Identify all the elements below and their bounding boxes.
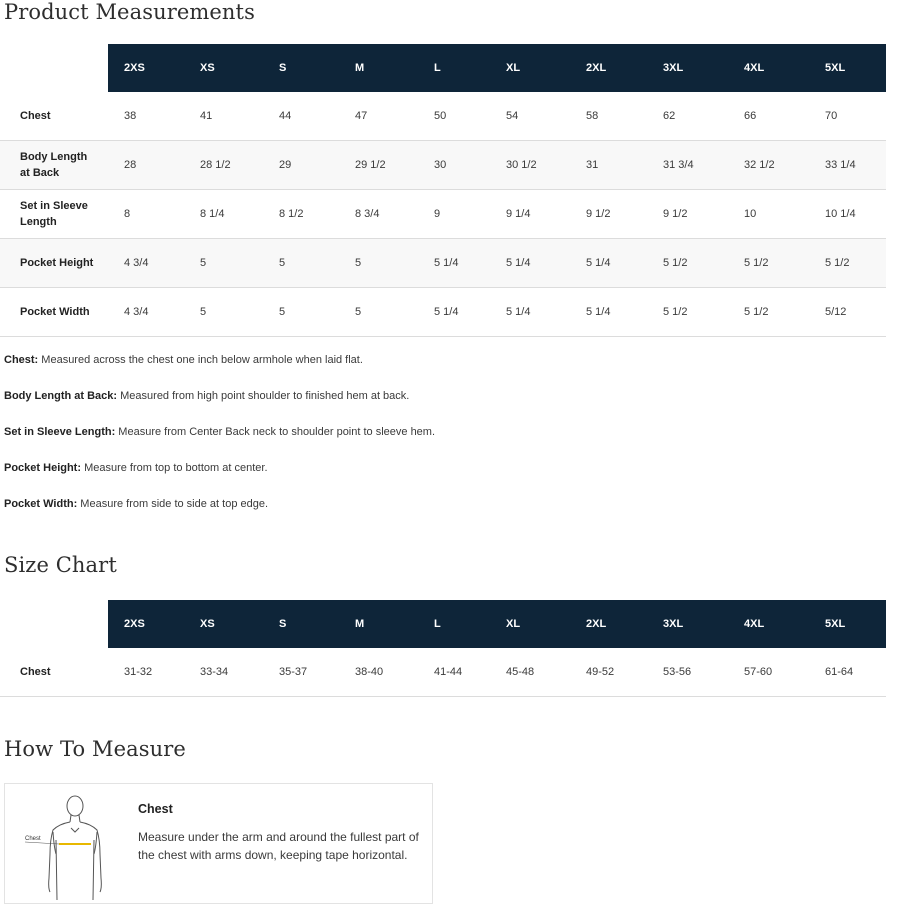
note-term: Pocket Width: [4, 498, 78, 510]
note-text: Measure from top to bottom at center. [81, 462, 268, 474]
table-cell: 8 3/4 [339, 190, 418, 239]
table-cell: 32 1/2 [728, 141, 809, 190]
table-cell: 29 1/2 [339, 141, 418, 190]
table-cell: 5 1/4 [490, 288, 570, 337]
table-cell: 5 1/4 [490, 239, 570, 288]
size-header: 2XS [108, 44, 184, 92]
size-header: L [418, 44, 490, 92]
table-cell: 4 3/4 [108, 288, 184, 337]
table-cell: 5 [339, 288, 418, 337]
table-cell: 4 3/4 [108, 239, 184, 288]
table-cell: 5 1/4 [418, 288, 490, 337]
table-cell: 70 [809, 92, 886, 141]
row-label: Chest [0, 92, 108, 141]
table-cell: 38-40 [339, 648, 418, 697]
table-cell: 30 1/2 [490, 141, 570, 190]
table-cell: 47 [339, 92, 418, 141]
table-cell: 5 1/2 [809, 239, 886, 288]
row-label: Pocket Height [0, 239, 108, 288]
table-cell: 5 1/2 [647, 288, 728, 337]
table-cell: 66 [728, 92, 809, 141]
size-header: L [418, 600, 490, 648]
size-header: 2XL [570, 600, 647, 648]
note-text: Measured from high point shoulder to finished hem at back. [117, 390, 410, 402]
size-header: 5XL [809, 600, 886, 648]
measure-heading: Chest [138, 802, 173, 816]
table-cell: 10 1/4 [809, 190, 886, 239]
size-header: XL [490, 44, 570, 92]
row-label: Pocket Width [0, 288, 108, 337]
table-cell: 5 [339, 239, 418, 288]
header-corner [0, 44, 108, 92]
table-row [0, 239, 886, 288]
table-cell: 9 1/2 [647, 190, 728, 239]
table-cell: 8 1/4 [184, 190, 263, 239]
size-header: XS [184, 600, 263, 648]
measure-description: Measure under the arm and around the fullest part of the chest with arms down, keeping tape horizontal. [138, 830, 419, 862]
table-row [0, 648, 886, 697]
size-header: M [339, 600, 418, 648]
note-text: Measure from Center Back neck to shoulder point to sleeve hem. [115, 426, 436, 438]
table-cell: 33-34 [184, 648, 263, 697]
table-cell: 45-48 [490, 648, 570, 697]
table-cell: 10 [728, 190, 809, 239]
table-cell: 50 [418, 92, 490, 141]
measurement-notes [4, 352, 884, 532]
size-header: M [339, 44, 418, 92]
table-cell: 58 [570, 92, 647, 141]
table-cell: 62 [647, 92, 728, 141]
table-cell: 49-52 [570, 648, 647, 697]
size-header: 2XS [108, 600, 184, 648]
table-cell: 9 1/2 [570, 190, 647, 239]
table-cell: 28 1/2 [184, 141, 263, 190]
table-cell: 31 [570, 141, 647, 190]
how-to-measure-title: How To Measure [4, 737, 186, 761]
product-measurements-title: Product Measurements [4, 0, 255, 24]
table-cell: 28 [108, 141, 184, 190]
table-cell: 54 [490, 92, 570, 141]
measurement-note [4, 388, 884, 424]
table-cell: 5 1/4 [418, 239, 490, 288]
table-cell: 9 [418, 190, 490, 239]
measurement-note [4, 496, 884, 532]
row-label: Set in Sleeve Length [0, 190, 108, 239]
measurement-note [4, 460, 884, 496]
note-term: Pocket Height: [4, 462, 82, 474]
table-cell: 5 1/4 [570, 239, 647, 288]
table-cell: 5 1/2 [728, 239, 809, 288]
measurement-note [4, 424, 884, 460]
table-cell: 57-60 [728, 648, 809, 697]
table-cell: 31 3/4 [647, 141, 728, 190]
table-cell: 44 [263, 92, 339, 141]
note-term: Set in Sleeve Length: [4, 426, 116, 438]
size-header: XS [184, 44, 263, 92]
table-row [0, 190, 886, 239]
table-cell: 5 [184, 288, 263, 337]
table-cell: 9 1/4 [490, 190, 570, 239]
how-to-measure-card [4, 783, 433, 904]
table-row [0, 288, 886, 337]
table-cell: 41-44 [418, 648, 490, 697]
size-header: S [263, 600, 339, 648]
size-header: 3XL [647, 44, 728, 92]
size-header: S [263, 44, 339, 92]
table-cell: 5/12 [809, 288, 886, 337]
table-cell: 5 [263, 239, 339, 288]
size-header: 5XL [809, 44, 886, 92]
table-cell: 61-64 [809, 648, 886, 697]
table-cell: 31-32 [108, 648, 184, 697]
table-cell: 5 1/2 [647, 239, 728, 288]
row-label: Chest [0, 648, 108, 697]
product-measurements-table [0, 44, 886, 337]
table-cell: 5 1/4 [570, 288, 647, 337]
table-cell: 38 [108, 92, 184, 141]
note-text: Measure from side to side at top edge. [77, 498, 269, 510]
size-chart-table [0, 600, 886, 697]
size-chart-title: Size Chart [4, 553, 117, 577]
size-header: 2XL [570, 44, 647, 92]
figure-chest-label: Chest [25, 836, 41, 842]
size-header: 3XL [647, 600, 728, 648]
size-header: XL [490, 600, 570, 648]
size-header: 4XL [728, 600, 809, 648]
note-text: Measured across the chest one inch below armhole when laid flat. [38, 354, 363, 366]
table-cell: 5 1/2 [728, 288, 809, 337]
table-cell: 30 [418, 141, 490, 190]
table-row [0, 92, 886, 141]
table-cell: 5 [184, 239, 263, 288]
table-cell: 8 1/2 [263, 190, 339, 239]
torso-figure-icon [23, 792, 123, 900]
header-corner [0, 600, 108, 648]
table-cell: 5 [263, 288, 339, 337]
row-label: Body Length at Back [0, 141, 108, 190]
table-cell: 53-56 [647, 648, 728, 697]
note-term: Chest: [4, 354, 39, 366]
size-header: 4XL [728, 44, 809, 92]
table-cell: 29 [263, 141, 339, 190]
table-cell: 8 [108, 190, 184, 239]
table-row [0, 141, 886, 190]
note-term: Body Length at Back: [4, 390, 118, 402]
table-cell: 35-37 [263, 648, 339, 697]
measurement-note [4, 352, 884, 388]
table-cell: 41 [184, 92, 263, 141]
table-cell: 33 1/4 [809, 141, 886, 190]
